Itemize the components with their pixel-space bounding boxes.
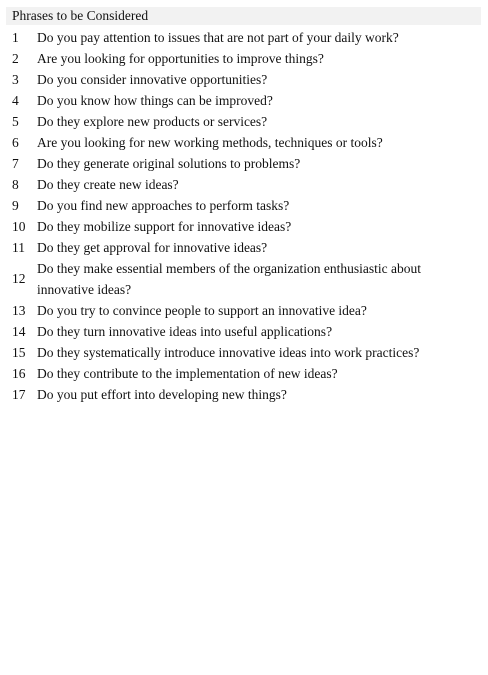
row-phrase: Do you put effort into developing new things? bbox=[37, 387, 287, 402]
row-number: 12 bbox=[12, 271, 26, 286]
row-phrase: Do they contribute to the implementation of new ideas? bbox=[37, 366, 338, 381]
table-row bbox=[6, 321, 481, 342]
row-phrase: Do they get approval for innovative ideas? bbox=[37, 240, 268, 255]
table-row bbox=[6, 384, 481, 405]
row-number: 7 bbox=[12, 156, 19, 171]
row-number: 1 bbox=[12, 30, 19, 45]
row-number: 16 bbox=[12, 366, 26, 381]
row-phrase: Do you find new approaches to perform tasks? bbox=[37, 198, 290, 213]
row-phrase: Do you try to convince people to support an innovative idea? bbox=[37, 303, 367, 318]
row-phrase: Are you looking for opportunities to improve things? bbox=[37, 51, 324, 66]
table-row bbox=[6, 132, 481, 153]
table-row bbox=[6, 153, 481, 174]
row-number: 13 bbox=[12, 303, 26, 318]
table-row bbox=[6, 90, 481, 111]
row-phrase: Do you know how things can be improved? bbox=[37, 93, 273, 108]
row-phrase: Do they mobilize support for innovative ideas? bbox=[37, 219, 292, 234]
row-phrase: Do they turn innovative ideas into useful applications? bbox=[37, 324, 333, 339]
row-phrase: Do they systematically introduce innovative ideas into work practices? bbox=[37, 345, 420, 360]
row-number: 5 bbox=[12, 114, 19, 129]
row-number: 4 bbox=[12, 93, 19, 108]
table-row bbox=[6, 258, 481, 300]
row-number: 10 bbox=[12, 219, 26, 234]
table-row bbox=[6, 300, 481, 321]
row-phrase: Do they create new ideas? bbox=[37, 177, 179, 192]
table-body bbox=[6, 27, 481, 405]
row-phrase: Do they generate original solutions to problems? bbox=[37, 156, 301, 171]
table-row bbox=[6, 69, 481, 90]
row-number: 14 bbox=[12, 324, 26, 339]
row-number: 9 bbox=[12, 198, 19, 213]
row-phrase: Are you looking for new working methods, techniques or tools? bbox=[37, 135, 383, 150]
table-row bbox=[6, 195, 481, 216]
table-row bbox=[6, 111, 481, 132]
row-number: 15 bbox=[12, 345, 26, 360]
row-number: 17 bbox=[12, 387, 26, 402]
table-header: Phrases to be Considered bbox=[6, 7, 481, 25]
table-row bbox=[6, 363, 481, 384]
row-number: 8 bbox=[12, 177, 19, 192]
row-number: 3 bbox=[12, 72, 19, 87]
row-phrase: Do you consider innovative opportunities? bbox=[37, 72, 268, 87]
phrases-table bbox=[6, 7, 481, 405]
table-row bbox=[6, 48, 481, 69]
table-row bbox=[6, 174, 481, 195]
table-row bbox=[6, 237, 481, 258]
table-row bbox=[6, 216, 481, 237]
row-phrase: Do they make essential members of the organization enthusiastic about innovative ideas? bbox=[37, 261, 422, 297]
row-number: 6 bbox=[12, 135, 19, 150]
row-number: 2 bbox=[12, 51, 19, 66]
row-phrase: Do they explore new products or services? bbox=[37, 114, 268, 129]
table-row bbox=[6, 27, 481, 48]
table-row bbox=[6, 342, 481, 363]
row-number: 11 bbox=[12, 240, 25, 255]
row-phrase: Do you pay attention to issues that are not part of your daily work? bbox=[37, 30, 399, 45]
